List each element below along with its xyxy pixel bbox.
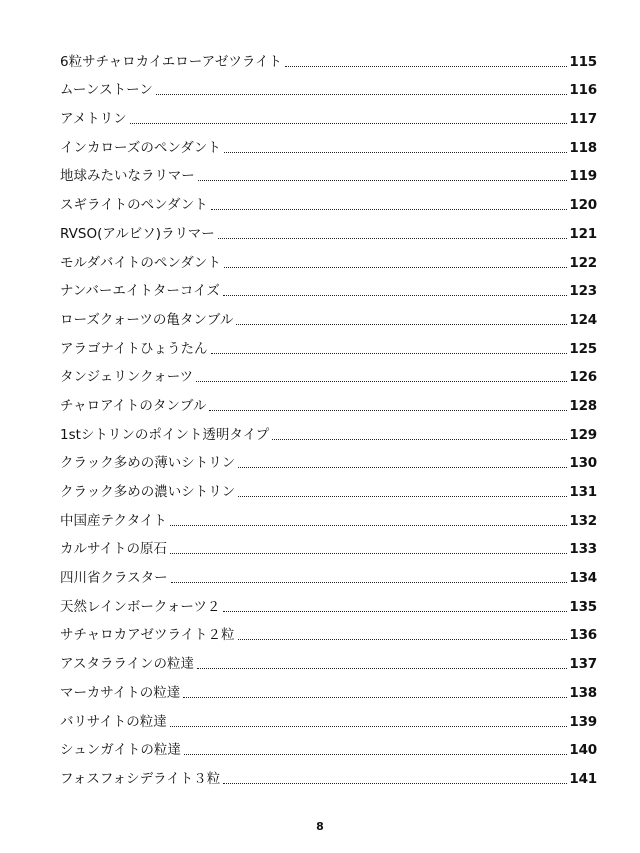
dot-leader	[156, 94, 568, 95]
toc-entry	[60, 732, 597, 761]
page-number: 8	[316, 820, 324, 833]
toc-entry-page: 137	[569, 656, 597, 673]
toc-entry	[60, 273, 597, 302]
toc-entry-page: 122	[569, 254, 597, 271]
toc-entry-title: マーカサイトの粒達	[60, 684, 181, 701]
toc-entry-page: 125	[569, 340, 597, 357]
dot-leader	[197, 668, 567, 669]
toc-entry	[60, 301, 597, 330]
toc-entry-title: クラック多めの薄いシトリン	[60, 455, 236, 472]
toc-entry	[60, 445, 597, 474]
table-of-contents	[60, 43, 597, 789]
toc-entry-title: アラゴナイトひょうたん	[60, 340, 208, 357]
toc-entry-title: バリサイトの粒達	[60, 713, 167, 730]
toc-entry-page: 116	[569, 82, 597, 99]
toc-entry-page: 138	[569, 684, 597, 701]
toc-entry-page: 135	[569, 598, 597, 615]
dot-leader	[211, 353, 568, 354]
dot-leader	[170, 525, 567, 526]
toc-entry-page: 128	[569, 397, 597, 414]
toc-entry	[60, 100, 597, 129]
toc-entry	[60, 129, 597, 158]
dot-leader	[198, 180, 568, 181]
toc-entry-title: サチャロカアゼツライト２粒	[60, 627, 235, 644]
toc-entry-page: 136	[569, 627, 597, 644]
toc-entry-title: モルダバイトのペンダント	[60, 254, 221, 271]
dot-leader	[211, 209, 568, 210]
dot-leader	[184, 754, 568, 755]
toc-entry	[60, 359, 597, 388]
toc-entry-title: 1stシトリンのポイント透明タイプ	[60, 426, 270, 443]
toc-entry-title: ローズクォーツの亀タンブル	[60, 311, 234, 328]
toc-entry	[60, 588, 597, 617]
toc-entry-page: 118	[569, 139, 597, 156]
toc-entry	[60, 330, 597, 359]
dot-leader	[170, 553, 567, 554]
toc-entry	[60, 531, 597, 560]
toc-entry	[60, 502, 597, 531]
toc-entry-page: 132	[569, 512, 597, 529]
toc-entry-page: 119	[569, 168, 597, 185]
toc-entry-title: カルサイトの原石	[60, 541, 168, 558]
toc-entry	[60, 703, 597, 732]
toc-entry-title: インカローズのペンダント	[60, 139, 221, 156]
dot-leader	[183, 697, 567, 698]
toc-entry-page: 139	[569, 713, 597, 730]
dot-leader	[223, 295, 568, 296]
toc-entry	[60, 416, 597, 445]
toc-entry	[60, 617, 597, 646]
toc-entry-title: ナンバーエイトターコイズ	[60, 283, 220, 300]
toc-entry-page: 126	[569, 369, 597, 386]
toc-entry	[60, 473, 597, 502]
toc-entry-title: 四川省クラスター	[60, 570, 168, 587]
toc-entry-page: 120	[569, 197, 597, 214]
dot-leader	[272, 439, 567, 440]
toc-entry-page: 130	[569, 455, 597, 472]
toc-entry	[60, 387, 597, 416]
toc-entry-page: 134	[569, 570, 597, 587]
toc-entry-title: タンジェリンクォーツ	[60, 369, 194, 386]
toc-entry	[60, 72, 597, 101]
toc-entry	[60, 244, 597, 273]
dot-leader	[130, 123, 568, 124]
toc-entry-page: 124	[569, 311, 597, 328]
dot-leader	[238, 639, 568, 640]
dot-leader	[223, 611, 567, 612]
dot-leader	[223, 783, 567, 784]
toc-entry-title: ムーンストーン	[60, 82, 153, 99]
toc-entry-page: 117	[569, 111, 597, 128]
toc-entry-page: 129	[569, 426, 597, 443]
toc-entry-title: フォスフォシデライト３粒	[60, 770, 221, 787]
dot-leader	[285, 66, 567, 67]
toc-entry	[60, 760, 597, 789]
toc-entry-page: 133	[569, 541, 597, 558]
dot-leader	[224, 267, 567, 268]
dot-leader	[238, 467, 567, 468]
toc-entry-title: クラック多めの濃いシトリン	[60, 484, 236, 500]
dot-leader	[196, 381, 567, 382]
toc-entry-title: 6粒サチャロカイエローアゼツライト	[60, 53, 283, 70]
toc-entry-page: 121	[569, 225, 597, 242]
dot-leader	[171, 582, 568, 583]
toc-entry-page: 131	[569, 484, 597, 500]
toc-entry	[60, 43, 597, 72]
dot-leader	[224, 152, 567, 153]
toc-entry	[60, 674, 597, 703]
toc-entry-page: 140	[569, 742, 597, 759]
dot-leader	[218, 238, 568, 239]
dot-leader	[170, 726, 568, 727]
toc-entry-title: アメトリン	[60, 111, 127, 128]
toc-entry-title: チャロアイトのタンブル	[60, 397, 207, 414]
toc-entry-title: 地球みたいなラリマー	[60, 168, 195, 185]
toc-entry	[60, 186, 597, 215]
toc-entry-title: スギライトのペンダント	[60, 197, 208, 214]
toc-entry-title: 中国産テクタイト	[60, 512, 167, 529]
toc-entry	[60, 559, 597, 588]
dot-leader	[236, 324, 567, 325]
toc-entry-title: シュンガイトの粒達	[60, 742, 181, 759]
toc-entry	[60, 645, 597, 674]
toc-entry	[60, 215, 597, 244]
toc-entry	[60, 158, 597, 187]
dot-leader	[238, 496, 567, 497]
toc-entry-page: 141	[569, 770, 597, 787]
dot-leader	[209, 410, 567, 411]
toc-entry-title: アスタララインの粒達	[60, 656, 195, 673]
toc-entry-title: RVSO(アルビソ)ラリマー	[60, 225, 215, 242]
toc-entry-title: 天然レインボークォーツ２	[60, 598, 221, 615]
toc-entry-page: 115	[569, 53, 597, 70]
toc-entry-page: 123	[569, 283, 597, 300]
